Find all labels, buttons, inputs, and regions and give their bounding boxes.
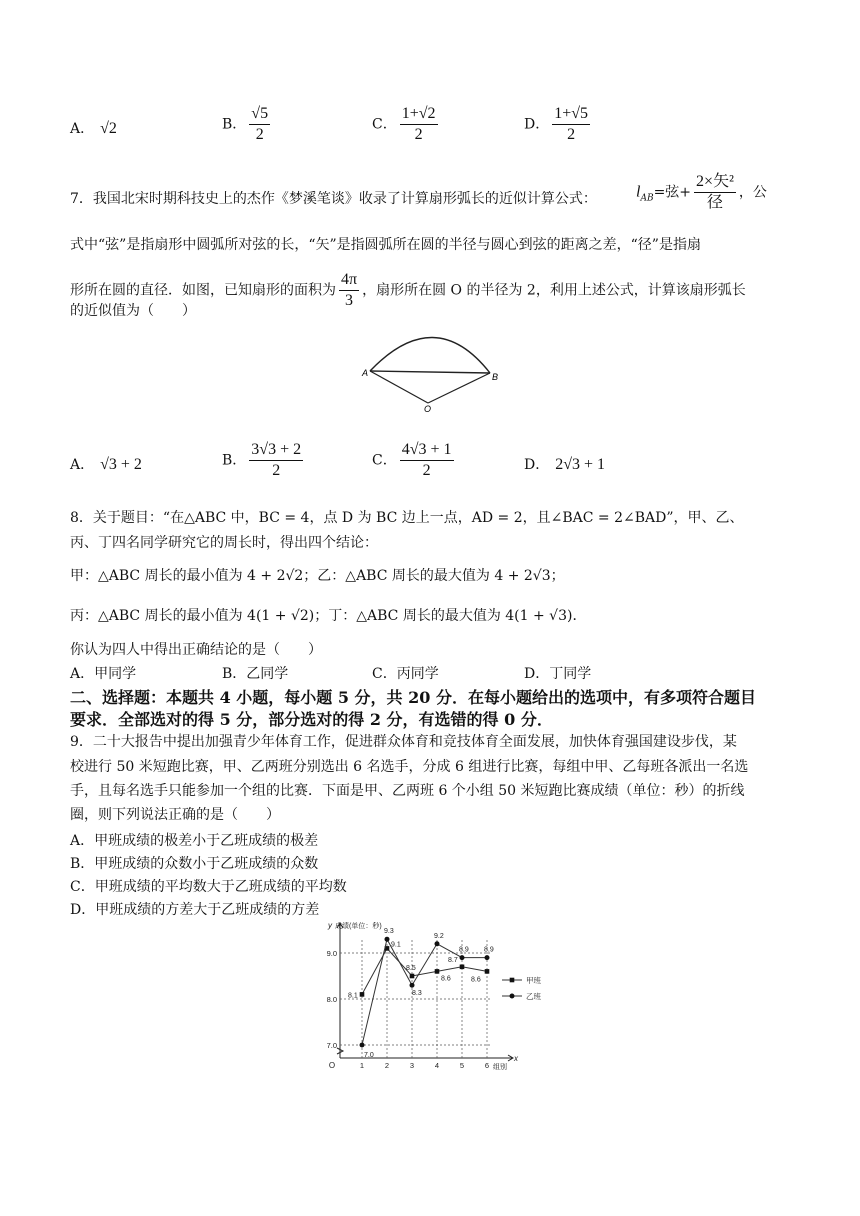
y-tick-label: 8.0 [326,995,337,1004]
data-label: 7.0 [364,1052,374,1059]
q7-line2: 式中“弦”是指扇形中圆弧所对弦的长，“矢”是指圆弧所在圆的半径与圆心到弦的距离之差，“径”是指扇 [70,237,701,253]
x-tick-label: 3 [409,1061,415,1070]
data-label: 8.7 [448,956,458,964]
q8-option-b: B．乙同学 [222,666,289,682]
q7-option-c: C． $\frac{4√3 + 1}{2}$ [372,441,452,479]
q9-line1: 9．二十大报告中提出加强青少年体育工作，促进群众体育和竞技体育全面发展，加快体育强国建设步伐，某 [70,734,737,750]
label-b: B [492,372,499,382]
data-label: 8.6 [441,975,451,983]
radius-oa [370,371,428,403]
sector-figure [360,328,510,414]
x-tick-label: 1 [359,1061,365,1070]
radius-ob [428,373,490,403]
q7-line4: 的近似值为（ ） [70,303,196,319]
section2-heading-line2: 要求．全部选对的得 5 分，部分选对的得 2 分，有选错的得 0 分． [70,710,553,729]
data-label: 8.9 [459,946,469,954]
x-tick-label: 5 [459,1061,465,1070]
q9-option-a: A．甲班成绩的极差小于乙班成绩的极差 [70,833,319,849]
x-axis-title: 组别 [493,1064,507,1071]
series-2-point [435,941,440,946]
q7-line3: 形所在圆的直径．如图，已知扇形的面积为 $\frac{4\pi}{3}$ ，扇形所在圆 O 的半径为 2，利用上述公式，计算该扇形弧长 [70,271,746,309]
q9-option-d: D．甲班成绩的方差大于乙班成绩的方差 [70,902,320,918]
q8-line3: 甲：△ABC 周长的最小值为 4 + 2√2；乙：△ABC 周长的最大值为 4 + 2√3； [70,568,565,584]
q9-line2: 校进行 50 米短跑比赛，甲、乙两班分别选出 6 名选手，分成 6 组进行比赛，每组中甲、乙每班各派出一名选 [70,759,749,775]
series-2-point [460,955,465,960]
series-2-point [410,983,415,988]
q7-line1: 7．我国北宋时期科技史上的杰作《梦溪笔谈》收录了计算扇形弧长的近似计算公式： [70,191,597,207]
series-2-point [485,955,490,960]
legend-label-2: 乙班 [526,992,541,1001]
q9-line4: 圈，则下列说法正确的是（ ） [70,807,280,823]
q7-option-a: A． √3 + 2 [70,456,142,473]
q8-option-c: C．丙同学 [372,666,439,682]
data-label: 9.2 [434,932,444,940]
y-tick-label: 9.0 [326,949,337,958]
legend-label-1: 甲班 [526,976,541,985]
q8-line4: 丙：△ABC 周长的最小值为 4(1 + √2)；丁：△ABC 周长的最大值为 4(1 + √3)． [70,608,587,624]
data-label: 9.1 [391,941,401,949]
q6-option-b: B． $\frac{√5}{2}$ [222,105,269,143]
x-tick-label: 2 [384,1061,390,1070]
series-2-point [360,1043,365,1048]
x-axis-letter: x [514,1054,518,1063]
label-a: A [362,368,369,378]
legend-marker-2 [510,994,515,999]
q8-line5: 你认为四人中得出正确结论的是（ ） [70,642,322,658]
x-tick-label: 4 [434,1061,440,1070]
q9-line3: 手，且每名选手只能参加一个组的比赛．下面是甲、乙两班 6 个小组 50 米短跑比赛成绩（单位：秒）的折线 [70,783,745,799]
data-label: 8.6 [471,976,481,984]
q6-option-a: A． √2 [70,120,117,137]
q8-option-a: A．甲同学 [70,666,137,682]
score-line-chart [310,918,570,1076]
chord-ab [370,371,490,373]
q7-formula: $l_{AB}=$弦+ $\frac{\text{2×矢²}}{\text{径}}$ ，公 [636,173,767,211]
series-1-point [460,965,465,970]
series-1-point [435,969,440,974]
q8-line2: 丙、丁四名同学研究它的周长时，得出四个结论： [70,535,378,551]
q6-option-c: C． $\frac{1+√2}{2}$ [372,105,436,143]
origin-label: O [328,1061,336,1070]
data-label: 9.3 [384,928,394,936]
data-label: 8.5 [406,965,416,972]
section2-heading-line1: 二、选择题：本题共 4 小题，每小题 5 分，共 20 分．在每小题给出的选项中，有多项符合题目 [70,688,756,707]
legend-marker-1 [510,978,515,983]
y-axis-title: 成绩(单位：秒) [335,923,382,930]
q7-option-d: D． 2√3 + 1 [524,456,606,473]
series-2-point [385,937,390,942]
q9-option-c: C．甲班成绩的平均数大于乙班成绩的平均数 [70,879,347,895]
series-line-1 [362,948,487,994]
y-axis-letter: y [328,921,332,930]
data-label: 8.9 [484,946,494,954]
q9-option-b: B．甲班成绩的众数小于乙班成绩的众数 [70,856,319,872]
series-1-point [360,992,365,997]
series-1-point [485,969,490,974]
q6-option-d: D． $\frac{1+√5}{2}$ [524,105,589,143]
q7-option-b: B． $\frac{3√3 + 2}{2}$ [222,441,302,479]
label-o: O [424,404,432,414]
q8-line1: 8．关于题目：“在△ABC 中，BC = 4，点 D 为 BC 边上一点，AD = 2，且∠BAC = 2∠BAD”，甲、乙、 [70,510,744,526]
x-tick-label: 6 [484,1061,490,1070]
q8-option-d: D．丁同学 [524,666,592,682]
data-label: 8.3 [412,990,422,998]
series-1-point [410,974,415,979]
sector-arc [370,337,490,373]
y-tick-label: 7.0 [326,1041,337,1050]
series-line-2 [362,939,487,1045]
data-label: 8.1 [348,992,358,1000]
